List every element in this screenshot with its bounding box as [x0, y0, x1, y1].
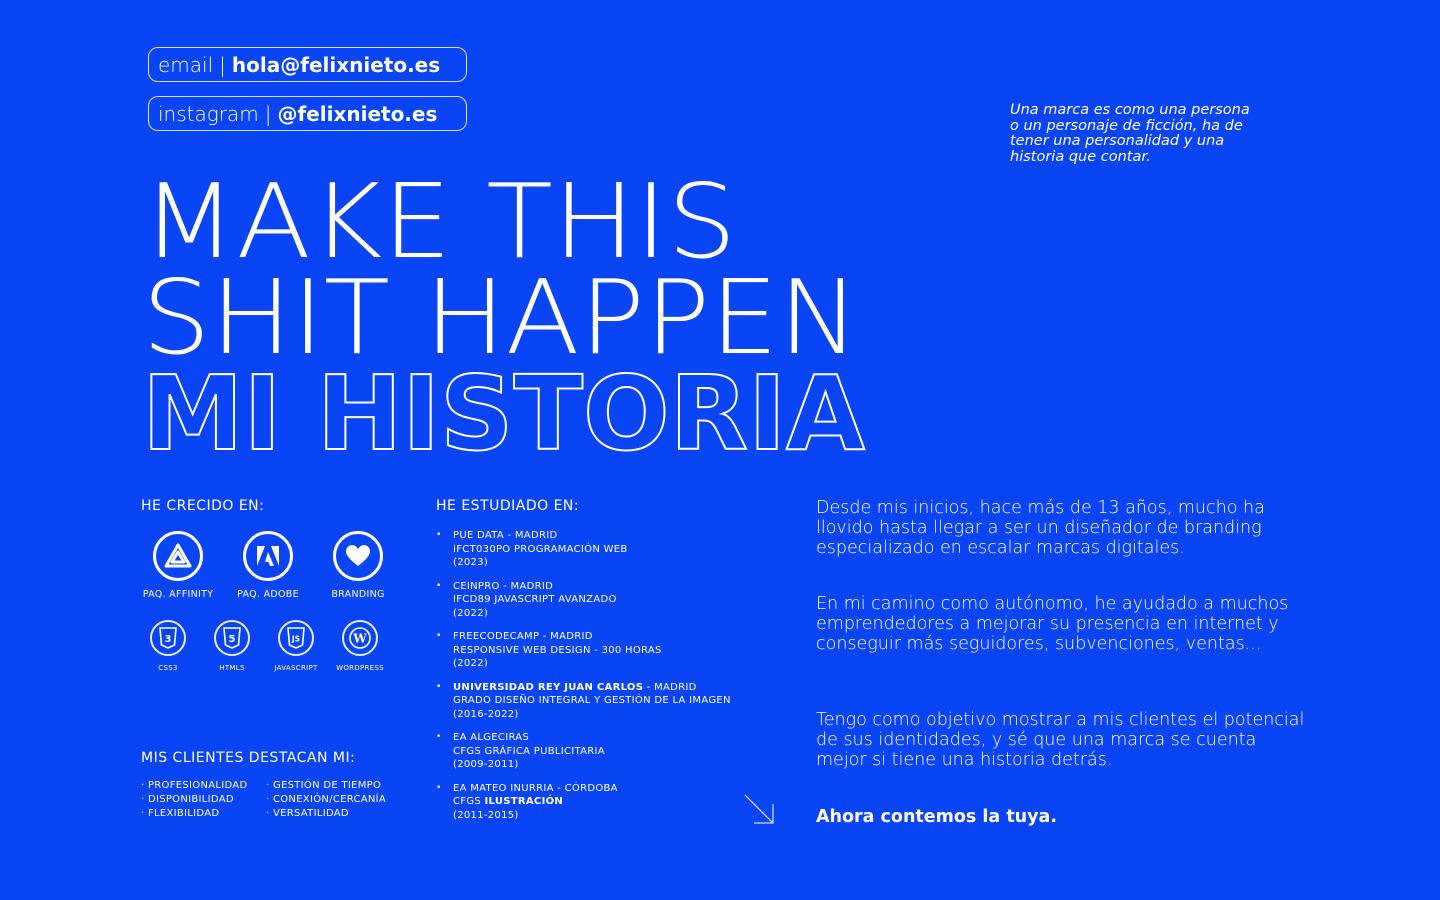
skill-label: PAQ. AFFINITY [142, 589, 214, 600]
css3-icon [150, 620, 186, 656]
skill-wordpress [325, 620, 395, 672]
study-school: EA ALGECIRAS [453, 732, 530, 743]
study-item [436, 630, 796, 671]
clients-traits-col-2 [266, 779, 386, 821]
studies-list [436, 529, 796, 832]
skill-adobe [223, 531, 313, 600]
study-city: - MADRID [643, 681, 697, 693]
study-course: IFCD89 JAVASCRIPT AVANZADO [453, 594, 617, 605]
study-course: GRADO DISEÑO INTEGRAL Y GESTIÓN DE LA IMAGEN [453, 695, 731, 706]
study-item [436, 580, 796, 621]
html5-glyph: 5 [228, 634, 236, 645]
skill-html5 [197, 620, 267, 672]
arrow-down-right-icon[interactable] [744, 794, 775, 825]
headline-line-1: MAKE THIS [142, 161, 737, 282]
study-city: - MADRID [504, 530, 558, 541]
study-years: (2023) [453, 557, 489, 568]
study-city: - CÓRDOBA [553, 782, 618, 794]
study-item [436, 681, 796, 722]
trait-item: · CONEXIÓN/CERCANÍA [266, 794, 387, 805]
skill-affinity [133, 531, 223, 600]
study-course-highlight: ILUSTRACIÓN [484, 796, 564, 807]
email-label: email [158, 52, 214, 77]
study-school: FREECODECAMP [453, 631, 540, 642]
javascript-icon [278, 620, 314, 656]
email-value: hola@felixnieto.es [231, 52, 441, 77]
study-school: UNIVERSIDAD REY JUAN CARLOS [453, 681, 644, 693]
study-years: (2009-2011) [453, 759, 519, 770]
trait-item: · VERSATILIDAD [266, 808, 349, 819]
clients-traits-col-1 [141, 779, 247, 821]
brand-quote: Una marca es como una persona o un personaje de ficción, ha de tener una personalidad y una historia que contar. [1010, 102, 1250, 165]
affinity-icon [153, 531, 203, 581]
javascript-glyph: JS [291, 634, 301, 644]
instagram-link[interactable] [148, 96, 467, 131]
study-item [436, 782, 796, 823]
html5-icon [214, 620, 250, 656]
study-item [436, 731, 796, 772]
email-separator: | [219, 52, 226, 77]
css3-glyph: 3 [164, 634, 172, 645]
instagram-label: instagram [158, 101, 259, 126]
skill-css3 [133, 620, 203, 672]
email-link[interactable] [148, 47, 467, 82]
study-course: CFGS [453, 796, 485, 807]
headline-outline-title: MI HISTORIA [142, 353, 865, 474]
study-years: (2011-2015) [453, 809, 519, 821]
study-city: - MADRID [499, 580, 554, 592]
study-city: - MADRID [539, 631, 593, 642]
study-course: RESPONSIVE WEB DESIGN - 300 HORAS [453, 644, 662, 656]
study-school: PUE DATA [453, 530, 505, 541]
heart-icon [333, 531, 383, 581]
study-years: (2022) [453, 607, 489, 619]
studies-title: HE ESTUDIADO EN: [436, 498, 580, 514]
skill-label: HTML5 [219, 664, 245, 672]
skill-label: JAVASCRIPT [274, 664, 318, 672]
trait-item: · GESTIÓN DE TIEMPO [266, 780, 382, 791]
study-years: (2022) [453, 658, 489, 669]
about-paragraph-3: Tengo como objetivo mostrar a mis clientes el potencial de sus identidades, y sé que una marca se cuenta mejor si tiene una historia detrás. [816, 710, 1305, 770]
study-school: EA MATEO INURRIA [453, 782, 554, 794]
about-paragraph-1: Desde mis inicios, hace más de 13 años, mucho ha llovido hasta llegar a ser un diseñador de branding especializado en escalar marcas digitales. [816, 498, 1265, 558]
about-cta: Ahora contemos la tuya. [816, 807, 1058, 827]
clients-title: MIS CLIENTES DESTACAN MI: [141, 750, 356, 766]
study-years: (2016-2022) [453, 708, 519, 720]
skill-label: CSS3 [158, 664, 178, 672]
trait-item: · PROFESIONALIDAD [141, 780, 248, 791]
trait-item: · DISPONIBILIDAD [141, 794, 234, 805]
study-course: CFGS GRÁFICA PUBLICITARIA [453, 745, 605, 757]
study-course: IFCT030PO PROGRAMACIÓN WEB [453, 543, 628, 555]
skill-label: BRANDING [331, 589, 385, 600]
adobe-icon [243, 531, 293, 581]
study-school: CEINPRO [453, 580, 500, 592]
headline-line-2: SHIT HAPPEN [142, 257, 860, 378]
grown-title: HE CRECIDO EN: [141, 498, 265, 514]
instagram-value: @felixnieto.es [277, 101, 438, 126]
skill-label: WORDPRESS [336, 664, 384, 672]
study-item [436, 529, 796, 570]
wordpress-icon [342, 620, 378, 656]
wordpress-glyph: W [353, 631, 367, 646]
skill-label: PAQ. ADOBE [237, 589, 299, 600]
skill-javascript [261, 620, 331, 672]
about-paragraph-2: En mi camino como autónomo, he ayudado a muchos emprendedores a mejorar su presencia en internet y conseguir más seguidores, subvenciones, ventas... [816, 594, 1289, 654]
instagram-separator: | [264, 101, 272, 126]
skill-branding [313, 531, 403, 600]
trait-item: · FLEXIBILIDAD [141, 808, 220, 819]
